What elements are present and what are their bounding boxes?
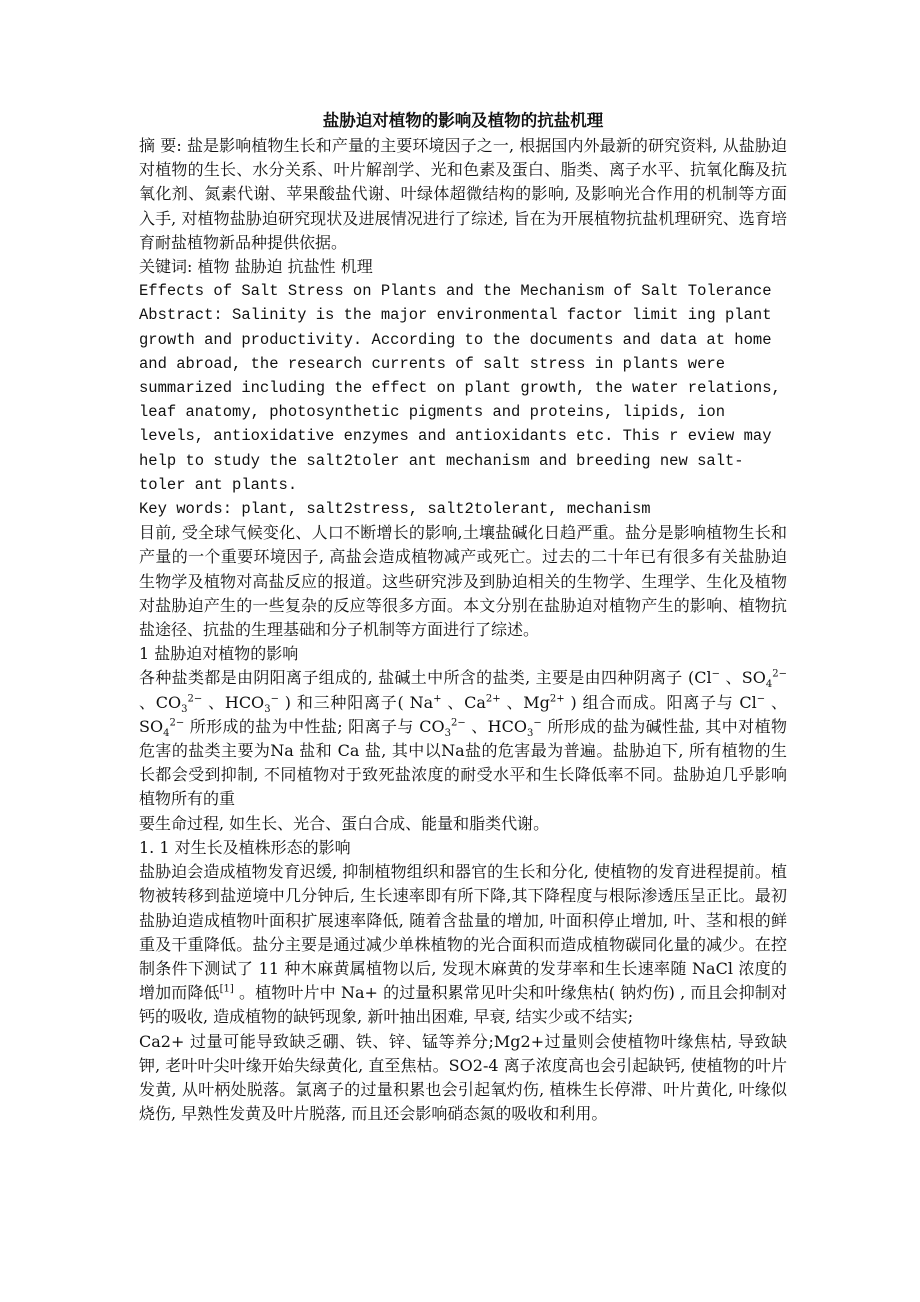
keywords-cn: 关键词: 植物 盐胁迫 抗盐性 机理 [139, 257, 373, 277]
abstract-en: Abstract: Salinity is the major environmental factor limit ing plant growth and productivity. According to the documents and data at home and abroad, the research currents of salt stress in plants were summarized including the effect on plant growth, the water relations, leaf anatomy, photosynthetic pigments and proteins, lipids, ion levels, antioxidative enzymes and antioxidants etc. This r eview may help to study the salt2toler ant mechanism and breeding new salt-toler ant plants. [139, 306, 781, 494]
document-page [139, 108, 787, 1126]
section-1-1-paragraph-1: 盐胁迫会造成植物发育迟缓, 抑制植物组织和器官的生长和分化, 使植物的发育进程提前。植物被转移到盐逆境中几分钟后, 生长速率即有所下降,其下降程度与根际渗透压呈正比。最初盐胁迫造成植物叶面积扩展速率降低, 随着含盐量的增加, 叶面积停止增加, 叶、茎和根的鲜重及干重降低。盐分主要是通过减少单株植物的光合面积而造成植物碳同化量的减少。在控制条件下测试了 11 种木麻黄属植物以后, 发现木麻黄的发芽率和生长速率随 NaCl 浓度的增加而降低[1] 。植物叶片中 Na+ 的过量积累常见叶尖和叶缘焦枯( 钠灼伤) , 而且会抑制对钙的吸收, 造成植物的缺钙现象, 新叶抽出困难, 早衰, 结实少或不结实; [139, 862, 787, 1027]
citation-1: [1] [219, 983, 234, 995]
section-1-paragraph: 各种盐类都是由阴阳离子组成的, 盐碱土中所含的盐类, 主要是由四种阴离子 (Cl− 、$SO_4^{2-}$ 、$CO_3^{2-}$ 、$HCO_3^-$ ) 和三种阳离子( Na+ 、$Ca^{2+}$ 、$Mg^{2+}$ ) 组合而成。阳离子与 Cl− 、$SO_4^{2-}$ 所形成的盐为中性盐; 阳离子与 $CO_3^{2-}$ 、$HCO_3^-$ 所形成的盐为碱性盐, 其中对植物危害的盐类主要为Na 盐和 Ca 盐, 其中以Na盐的危害最为普遍。盐胁迫下, 所有植物的生长都会受到抑制, 不同植物对于致死盐浓度的耐受水平和生长降低率不同。盐胁迫几乎影响植物所有的重 [139, 668, 787, 809]
section-1-1-heading: 1. 1 对生长及植株形态的影响 [139, 837, 351, 857]
abstract-cn: 摘 要: 盐是影响植物生长和产量的主要环境因子之一, 根据国内外最新的研究资料, 从盐胁迫对植物的生长、水分关系、叶片解剖学、光和色素及蛋白、脂类、离子水平、抗氧化酶及抗氧化剂、氮素代谢、苹果酸盐代谢、叶绿体超微结构的影响, 及影响光合作用的机制等方面入手, 对植物盐胁迫研究现状及进展情况进行了综述, 旨在为开展植物抗盐机理研究、选育培育耐盐植物新品种提供依据。 [139, 136, 787, 252]
section-1-1-paragraph-2: Ca2+ 过量可能导致缺乏硼、铁、锌、锰等养分;Mg2+过量则会使植物叶缘焦枯, 导致缺钾, 老叶叶尖叶缘开始失绿黄化, 直至焦枯。SO2-4 离子浓度高也会引起缺钙, 使植物的叶片发黄, 从叶柄处脱落。氯离子的过量积累也会引起氧灼伤, 植株生长停滞、叶片黄化, 叶缘似烧伤, 早熟性发黄及叶片脱落, 而且还会影响硝态氮的吸收和利用。 [139, 1031, 787, 1124]
intro-paragraph: 目前, 受全球气候变化、人口不断增长的影响,土壤盐碱化日趋严重。盐分是影响植物生长和产量的一个重要环境因子, 高盐会造成植物减产或死亡。过去的二十年已有很多有关盐胁迫生物学及植物对高盐反应的报道。这些研究涉及到胁迫相关的生物学、生理学、生化及植物对盐胁迫产生的一些复杂的反应等很多方面。本文分别在盐胁迫对植物产生的影响、植物抗盐途径、抗盐的生理基础和分子机制等方面进行了综述。 [139, 523, 787, 640]
keywords-en: Key words: plant, salt2stress, salt2tolerant, mechanism [139, 500, 651, 519]
page-title: 盐胁迫对植物的影响及植物的抗盐机理 [322, 111, 604, 130]
section-1-paragraph-cont: 要生命过程, 如生长、光合、蛋白合成、能量和脂类代谢。 [139, 813, 550, 833]
section-1-heading: 1 盐胁迫对植物的影响 [139, 644, 299, 664]
english-title: Effects of Salt Stress on Plants and the Mechanism of Salt Tolerance [139, 282, 772, 301]
